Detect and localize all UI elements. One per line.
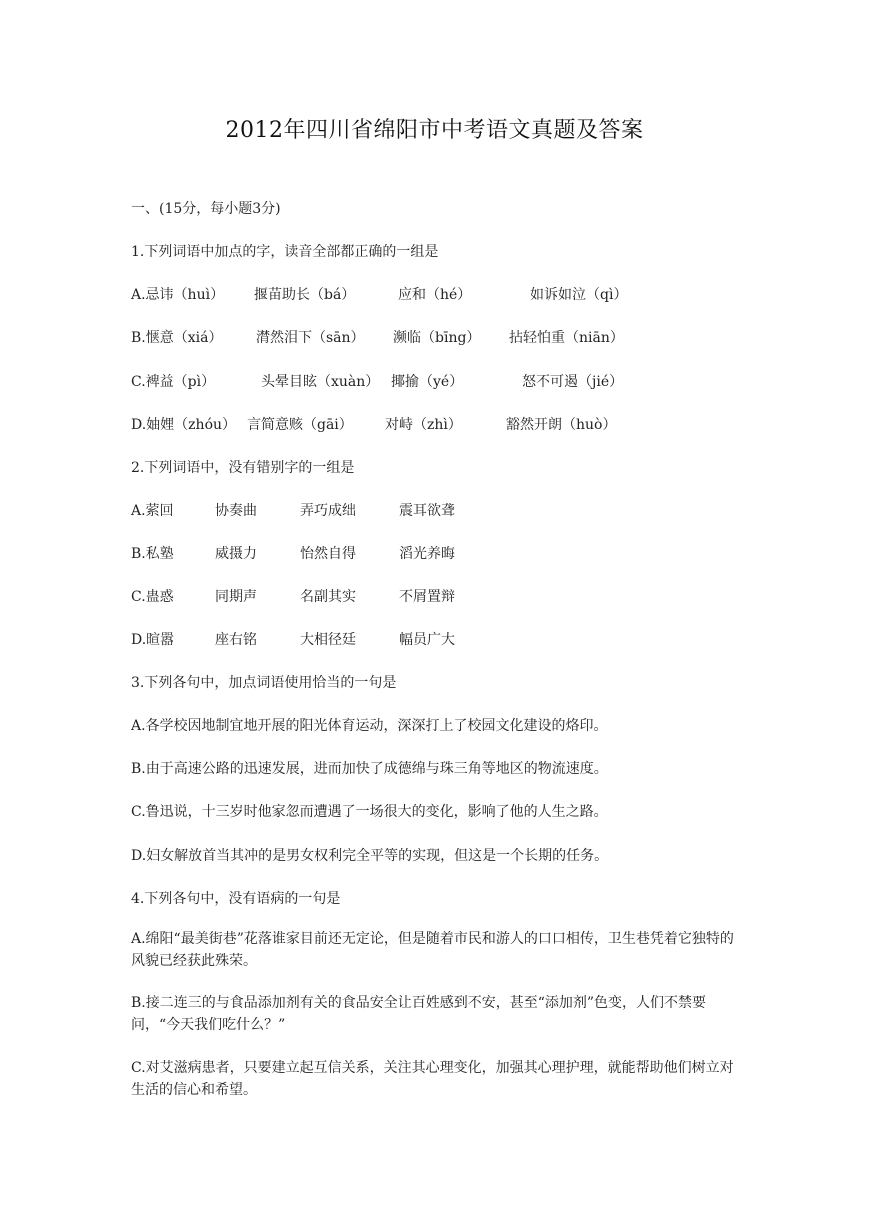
question-3-option-d: D.妇女解放首当其冲的是男女权利完全平等的实现，但这是一个长期的任务。: [131, 848, 609, 864]
option-c-item: 揶揄（yé）: [391, 374, 464, 390]
question-3-option-b: B.由于高速公路的迅速发展，进而加快了成德绵与珠三角等地区的物流速度。: [131, 761, 608, 777]
option-a-item: 弄巧成绌: [300, 503, 356, 519]
option-d-item: 豁然开朗（huò）: [506, 417, 617, 433]
option-c-item: 头晕目眩（xuàn）: [261, 374, 380, 390]
option-d-item: 幅员广大: [399, 632, 455, 648]
question-1-stem: 1.下列词语中加点的字，读音全部都正确的一组是: [131, 244, 439, 260]
option-d-item: D.暄嚣: [131, 632, 175, 648]
question-2-stem: 2.下列词语中，没有错别字的一组是: [131, 460, 355, 476]
option-d-item: 言简意赅（gāi）: [247, 417, 353, 433]
option-b-item: 濒临（bīng）: [393, 330, 481, 346]
option-b-item: B.私塾: [131, 546, 174, 562]
option-b-item: 威摄力: [215, 546, 257, 562]
document-title: 2012年四川省绵阳市中考语文真题及答案: [225, 118, 644, 143]
option-a-item: 揠苗助长（bá）: [254, 287, 356, 303]
option-b-item: 滔光养晦: [399, 546, 455, 562]
option-d-item: 对峙（zhì）: [385, 417, 462, 433]
option-b-item: 怡然自得: [300, 546, 356, 562]
option-c-item: 不屑置辩: [399, 589, 455, 605]
question-4-option-c: C.对艾滋病患者，只要建立起互信关系，关注其心理变化，加强其心理护理，就能帮助他们树立对生活的信心和希望。: [131, 1060, 734, 1098]
option-c-item: 名副其实: [300, 589, 356, 605]
option-c-item: C.蛊惑: [131, 589, 174, 605]
option-a-item: 应和（hé）: [398, 287, 472, 303]
option-d-item: 座右铭: [215, 632, 257, 648]
question-3-option-c: C.鲁迅说，十三岁时他家忽而遭遇了一场很大的变化，影响了他的人生之路。: [131, 804, 608, 820]
option-c-item: 怒不可遏（jié）: [522, 374, 624, 390]
option-a-item: A.忌讳（huì）: [131, 287, 225, 303]
option-d-item: D.妯娌（zhóu）: [131, 417, 237, 433]
section-heading: 一、(15分，每小题3分): [131, 201, 281, 217]
option-a-item: 震耳欲聋: [399, 503, 455, 519]
option-b-item: B.惬意（xiá）: [131, 330, 223, 346]
option-a-item: 如诉如泣（qì）: [530, 287, 628, 303]
question-4-option-b: B.接二连三的与食品添加剂有关的食品安全让百姓感到不安，甚至“添加剂”色变，人们不禁要问，“今天我们吃什么？”: [131, 995, 707, 1033]
option-c-item: 同期声: [215, 589, 257, 605]
question-3-option-a: A.各学校因地制宜地开展的阳光体育运动，深深打上了校园文化建设的烙印。: [131, 718, 608, 734]
question-3-stem: 3.下列各句中，加点词语使用恰当的一句是: [131, 675, 397, 691]
option-b-item: 拈轻怕重（niān）: [509, 330, 624, 346]
option-c-item: C.裨益（pì）: [131, 374, 216, 390]
option-b-item: 潸然泪下（sān）: [256, 330, 365, 346]
option-d-item: 大相径廷: [300, 632, 356, 648]
question-4-stem: 4.下列各句中，没有语病的一句是: [131, 891, 341, 907]
question-4-option-a: A.绵阳“最美街巷”花落谁家目前还无定论，但是随着市民和游人的口口相传，卫生巷凭着它独特的风貌已经获此殊荣。: [131, 931, 734, 969]
option-a-item: 协奏曲: [215, 503, 257, 519]
option-a-item: A.萦回: [131, 503, 174, 519]
